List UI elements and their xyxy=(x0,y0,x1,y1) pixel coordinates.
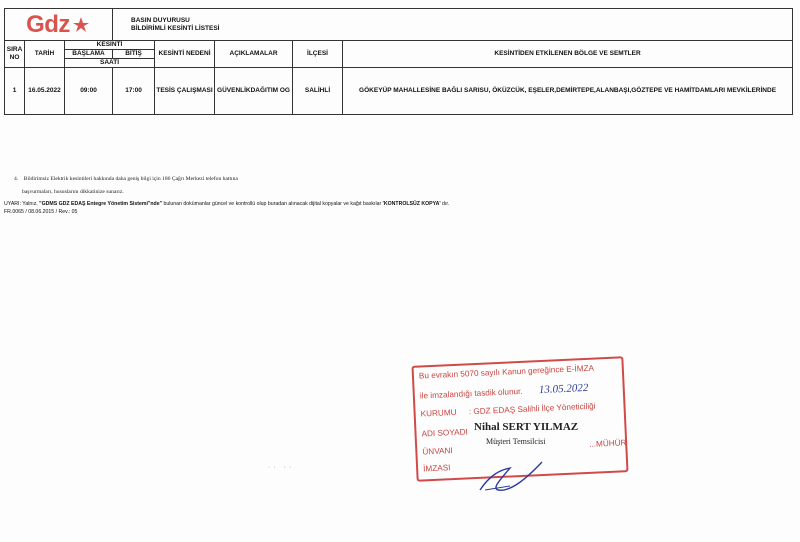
outage-table-block xyxy=(4,8,792,123)
col-sira: SIRA NO xyxy=(5,41,25,68)
stamp-muhur-label: ...MÜHÜR xyxy=(589,438,627,449)
title-line-1: BASIN DUYURUSU xyxy=(131,16,190,24)
warning-text: UYARI: Yalnız, "GDMS GDZ EDAŞ Entegre Yönetim Sistemi"nde" bulunan dokümanlar güncel ve kontrollü olup buradan alınacak dijital kopyalar ve kağıt baskılar 'KONTROLSÜZ KOPYA' dır. xyxy=(4,201,450,207)
col-bitis: BİTİŞ xyxy=(113,50,155,59)
cell-baslama: 09:00 xyxy=(65,68,113,115)
logo-star-icon xyxy=(71,15,91,35)
stamp-kurum: KURUMU : GDZ EDAŞ Salihli İlçe Yöneticiliği xyxy=(420,401,596,419)
cell-bitis: 17:00 xyxy=(113,68,155,115)
col-aciklama: AÇIKLAMALAR xyxy=(215,41,293,68)
logo-text: Gdz xyxy=(26,10,70,38)
signer-role: Müşteri Temsilcisi xyxy=(486,437,546,446)
note-line-2: başvurmaları, hususlarını dikkatinize sunarız. xyxy=(22,189,124,195)
cell-ilce: SALİHLİ xyxy=(293,68,343,115)
col-baslama: BAŞLAMA xyxy=(65,50,113,59)
stamp-unvani-label: ÜNVANI xyxy=(422,446,453,457)
outage-table xyxy=(4,8,793,115)
cell-neden: TESİS ÇALIŞMASI xyxy=(155,68,215,115)
gdz-logo xyxy=(5,10,112,38)
col-saati: SAATİ xyxy=(65,59,155,68)
col-bolge: KESİNTİDEN ETKİLENEN BÖLGE VE SEMTLER xyxy=(343,41,793,68)
note-line-1: 4. Bildirimsiz Elektrik kesintileri hakkında daha geniş bilgi için 186 Çağrı Merkezi telefon hattına xyxy=(14,176,238,182)
col-ilce: İLÇESİ xyxy=(293,41,343,68)
col-kesinti: KESİNTİ xyxy=(65,41,155,50)
table-row xyxy=(5,68,793,115)
cell-aciklama: GÜVENLİKDAĞITIM OG xyxy=(215,68,293,115)
signer-name: Nihal SERT YILMAZ xyxy=(474,421,579,433)
notes-block xyxy=(4,176,784,215)
stamp-imzasi-label: İMZASI xyxy=(422,463,451,474)
cell-no: 1 xyxy=(5,68,25,115)
decorative-dots: ·· ·· xyxy=(268,464,295,471)
cell-tarih: 16.05.2022 xyxy=(25,68,65,115)
cell-bolge: GÖKEYÜP MAHALLESİNE BAĞLI SARISU, ÖKÜZCÜK, EŞELER,DEMİRTEPE,ALANBAŞI,GÖZTEPE VE HAMİTDAMLARI MEVKİLERİNDE xyxy=(343,68,793,115)
col-neden: KESİNTİ NEDENİ xyxy=(155,41,215,68)
stamp-line-1: Bu evrakın 5070 sayılı Kanun gereğince E-İMZA xyxy=(418,363,595,381)
col-tarih: TARİH xyxy=(25,41,65,68)
form-code: FR.0065 / 08.06.2015 / Rev.: 05 xyxy=(4,209,78,215)
title-cell xyxy=(113,9,793,41)
stamp-date: 13.05.2022 xyxy=(538,381,589,397)
stamp-line-2: ile imzalandığı tasdik olunur. 13.05.2022 xyxy=(419,381,589,401)
logo-cell xyxy=(5,9,113,41)
handwritten-signature xyxy=(470,440,560,500)
title-line-2: BİLDİRİMLİ KESİNTİ LİSTESİ xyxy=(131,24,220,32)
stamp-adi-label: ADI SOYADI xyxy=(421,427,469,439)
